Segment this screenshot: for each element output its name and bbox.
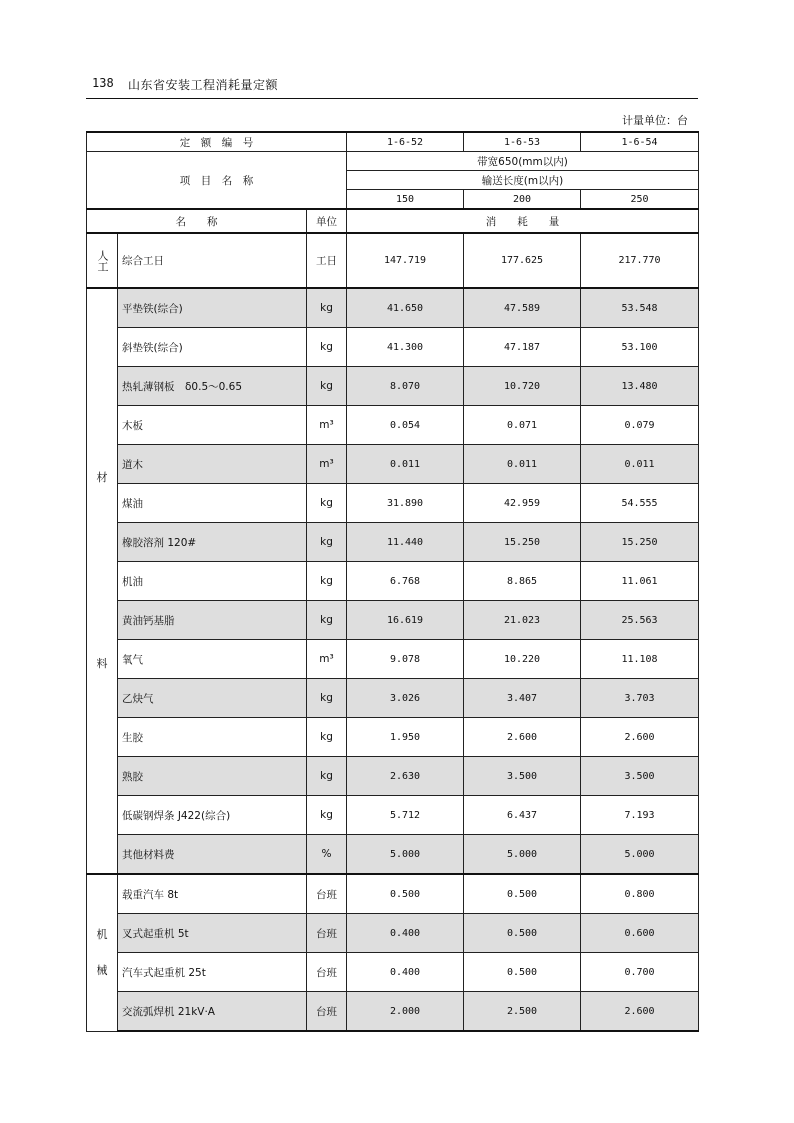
item-unit: kg [307, 796, 347, 835]
item-value: 15.250 [464, 523, 581, 562]
code-label: 定 额 编 号 [87, 132, 347, 152]
quota-table [86, 131, 699, 1032]
item-value: 53.100 [581, 328, 699, 367]
item-unit: m³ [307, 406, 347, 445]
item-value: 5.712 [347, 796, 464, 835]
item-name: 氧气 [118, 640, 307, 679]
table-row [87, 640, 699, 679]
item-value: 3.500 [464, 757, 581, 796]
item-unit: % [307, 835, 347, 875]
item-unit: kg [307, 484, 347, 523]
machinery-category [87, 874, 118, 1031]
code-cell: 1-6-53 [464, 132, 581, 152]
item-value: 11.440 [347, 523, 464, 562]
item-name: 交流弧焊机 21kV·A [118, 992, 307, 1032]
item-value: 3.703 [581, 679, 699, 718]
table-row [87, 328, 699, 367]
table-row [87, 757, 699, 796]
item-unit: 台班 [307, 953, 347, 992]
col-name-header: 名 称 [87, 209, 307, 233]
item-value: 0.800 [581, 874, 699, 914]
item-value: 0.400 [347, 953, 464, 992]
item-name: 综合工日 [118, 233, 307, 288]
item-value: 0.054 [347, 406, 464, 445]
item-value: 0.700 [581, 953, 699, 992]
spec-row [87, 152, 699, 171]
item-value: 0.079 [581, 406, 699, 445]
item-value: 13.480 [581, 367, 699, 406]
item-name: 热轧薄钢板 δ0.5～0.65 [118, 367, 307, 406]
item-value: 5.000 [347, 835, 464, 875]
item-value: 3.026 [347, 679, 464, 718]
item-name: 橡胶溶剂 120# [118, 523, 307, 562]
item-value: 11.108 [581, 640, 699, 679]
item-name: 机油 [118, 562, 307, 601]
item-unit: 台班 [307, 874, 347, 914]
item-value: 0.500 [464, 953, 581, 992]
item-value: 6.768 [347, 562, 464, 601]
item-value: 9.078 [347, 640, 464, 679]
table-row [87, 718, 699, 757]
item-value: 41.300 [347, 328, 464, 367]
item-value: 10.220 [464, 640, 581, 679]
table-row [87, 679, 699, 718]
item-value: 217.770 [581, 233, 699, 288]
item-value: 0.011 [347, 445, 464, 484]
item-value: 47.187 [464, 328, 581, 367]
item-value: 0.500 [464, 914, 581, 953]
table-row [87, 992, 699, 1032]
item-value: 21.023 [464, 601, 581, 640]
item-name: 载重汽车 8t [118, 874, 307, 914]
item-value: 16.619 [347, 601, 464, 640]
item-name: 木板 [118, 406, 307, 445]
unit-note: 计量单位：台 [622, 114, 688, 127]
item-unit: 工日 [307, 233, 347, 288]
labor-category: 人工 [87, 233, 118, 288]
item-value: 8.865 [464, 562, 581, 601]
item-name: 斜垫铁(综合) [118, 328, 307, 367]
page-header [86, 74, 698, 102]
item-unit: m³ [307, 445, 347, 484]
item-unit: 台班 [307, 914, 347, 953]
item-value: 10.720 [464, 367, 581, 406]
item-unit: kg [307, 679, 347, 718]
item-unit: kg [307, 757, 347, 796]
materials-category [87, 288, 118, 874]
col-consumption-header: 消 耗 量 [347, 209, 699, 233]
item-name: 生胶 [118, 718, 307, 757]
item-unit: kg [307, 288, 347, 328]
item-value: 2.500 [464, 992, 581, 1032]
table-row [87, 562, 699, 601]
item-value: 7.193 [581, 796, 699, 835]
table-row [87, 445, 699, 484]
labor-row [87, 233, 699, 288]
item-value: 47.589 [464, 288, 581, 328]
table-row [87, 406, 699, 445]
item-value: 3.500 [581, 757, 699, 796]
item-name: 煤油 [118, 484, 307, 523]
page-number: 138 [92, 76, 114, 90]
item-value: 0.500 [347, 874, 464, 914]
item-value: 42.959 [464, 484, 581, 523]
item-value: 2.600 [581, 992, 699, 1032]
category-char: 械 [96, 963, 108, 977]
header-rule [86, 98, 698, 99]
item-name: 汽车式起重机 25t [118, 953, 307, 992]
item-value: 147.719 [347, 233, 464, 288]
item-unit: kg [307, 718, 347, 757]
item-value: 0.071 [464, 406, 581, 445]
item-value: 0.011 [581, 445, 699, 484]
table-row [87, 835, 699, 875]
item-value: 3.407 [464, 679, 581, 718]
item-name: 道木 [118, 445, 307, 484]
item-value: 6.437 [464, 796, 581, 835]
table-row [87, 914, 699, 953]
item-value: 5.000 [581, 835, 699, 875]
item-value: 2.000 [347, 992, 464, 1032]
item-name: 乙炔气 [118, 679, 307, 718]
table-row [87, 484, 699, 523]
item-name: 黄油钙基脂 [118, 601, 307, 640]
code-cell: 1-6-52 [347, 132, 464, 152]
length-cell: 250 [581, 190, 699, 210]
item-value: 41.650 [347, 288, 464, 328]
category-char: 机 [96, 927, 108, 941]
code-cell: 1-6-54 [581, 132, 699, 152]
table-row [87, 953, 699, 992]
item-value: 0.600 [581, 914, 699, 953]
item-value: 11.061 [581, 562, 699, 601]
spec-line1: 带宽650(mm以内) [347, 152, 699, 171]
item-value: 2.630 [347, 757, 464, 796]
item-value: 54.555 [581, 484, 699, 523]
item-unit: kg [307, 328, 347, 367]
item-value: 2.600 [581, 718, 699, 757]
table-row [87, 601, 699, 640]
book-title: 山东省安装工程消耗量定额 [128, 78, 279, 92]
item-value: 15.250 [581, 523, 699, 562]
item-value: 1.950 [347, 718, 464, 757]
length-cell: 200 [464, 190, 581, 210]
item-name: 低碳钢焊条 J422(综合) [118, 796, 307, 835]
item-unit: 台班 [307, 992, 347, 1032]
item-value: 0.400 [347, 914, 464, 953]
item-value: 25.563 [581, 601, 699, 640]
item-unit: kg [307, 562, 347, 601]
code-row [87, 132, 699, 152]
item-unit: kg [307, 367, 347, 406]
item-unit: m³ [307, 640, 347, 679]
column-header-row [87, 209, 699, 233]
category-char: 材 [96, 471, 108, 484]
item-value: 31.890 [347, 484, 464, 523]
table-row [87, 796, 699, 835]
item-name: 平垫铁(综合) [118, 288, 307, 328]
table-row [87, 874, 699, 914]
item-value: 177.625 [464, 233, 581, 288]
item-value: 2.600 [464, 718, 581, 757]
item-name: 熟胶 [118, 757, 307, 796]
item-label: 项 目 名 称 [87, 152, 347, 210]
table-row [87, 288, 699, 328]
item-value: 0.011 [464, 445, 581, 484]
col-unit-header: 单位 [307, 209, 347, 233]
item-value: 8.070 [347, 367, 464, 406]
item-unit: kg [307, 523, 347, 562]
category-char: 料 [96, 657, 108, 670]
length-cell: 150 [347, 190, 464, 210]
item-value: 53.548 [581, 288, 699, 328]
item-value: 5.000 [464, 835, 581, 875]
table-row [87, 523, 699, 562]
table-row [87, 367, 699, 406]
item-name: 叉式起重机 5t [118, 914, 307, 953]
item-value: 0.500 [464, 874, 581, 914]
item-name: 其他材料费 [118, 835, 307, 875]
spec-line2: 输送长度(m以内) [347, 171, 699, 190]
item-unit: kg [307, 601, 347, 640]
